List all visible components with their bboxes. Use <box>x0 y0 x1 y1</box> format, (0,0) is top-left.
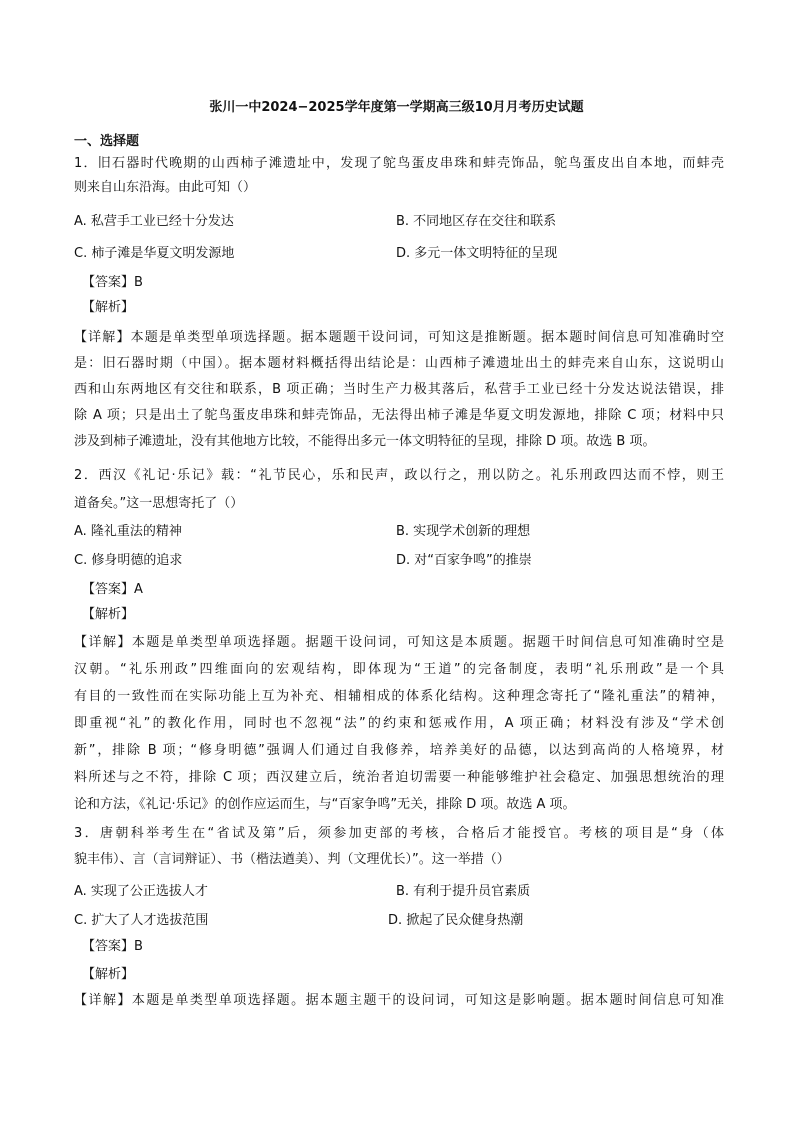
q2-detail-line-2: 汉朝。“礼乐刑政”四维面向的宏观结构，即体现为“王道”的完备制度，表明“礼乐刑政”是一个具 <box>74 662 724 677</box>
q3-option-c: C. 扩大了人才选拔范围 <box>74 913 209 928</box>
q2-detail-line-6: 料所述与之不符，排除 C 项；西汉建立后，统治者迫切需要一种能够维护社会稳定、加强思想统治的理 <box>74 770 724 785</box>
q1-option-d: D. 多元一体文明特征的呈现 <box>396 246 558 261</box>
q1-detail-line-2: 是：旧石器时期（中国）。据本题材料概括得出结论是：山西柿子滩遗址出土的蚌壳来自山东，这说明山 <box>74 356 724 371</box>
q1-option-c: C. 柿子滩是华夏文明发源地 <box>74 246 235 261</box>
page-title: 张川一中2024−2025学年度第一学期高三级10月月考历史试题 <box>209 100 584 115</box>
q2-option-a: A. 隆礼重法的精神 <box>74 524 182 539</box>
q2-detail-line-5: 新”，排除 B 项；“修身明德”强调人们通过自我修养，培养美好的品德，以达到高尚的人格境界，材 <box>74 743 724 758</box>
q3-detail-line-1: 【详解】本题是单类型单项选择题。据本题主题干的设问词，可知这是影响题。据本题时间信息可知准 <box>74 993 724 1008</box>
q2-stem-text: 2．西汉《礼记·乐记》载：“礼节民心，乐和民声，政以行之，刑以防之。礼乐刑政四达而不悖，则王 <box>74 468 724 483</box>
section-heading: 一、选择题 <box>74 134 140 149</box>
q2-option-b: B. 实现学术创新的理想 <box>396 524 531 539</box>
q3-answer: 【答案】B <box>82 939 143 954</box>
q2-detail-line-1: 【详解】本题是单类型单项选择题。据题干设问词，可知这是本质题。据题干时间信息可知准确时空是 <box>74 635 724 650</box>
q1-answer: 【答案】B <box>82 275 143 290</box>
q3-option-b: B. 有利于提升员官素质 <box>396 884 531 899</box>
q1-stem-line-1: 1．旧石器时代晚期的山西柿子滩遗址中，发现了鸵鸟蛋皮串珠和蚌壳饰品，鸵鸟蛋皮出自本地，而蚌壳 <box>74 156 724 171</box>
q1-detail-line-3: 西和山东两地区有交往和联系，B 项正确；当时生产力极其落后，私营手工业已经十分发达说法错误，排 <box>74 382 724 397</box>
q3-option-a: A. 实现了公正选拔人才 <box>74 884 208 899</box>
q2-detail-line-4: 即重视“礼”的教化作用，同时也不忽视“法”的约束和惩戒作用，A 项正确；材料没有涉及“学术创 <box>74 716 724 731</box>
q2-stem-line-2: 道备矣。”这一思想寄托了（） <box>74 496 244 511</box>
q2-detail-line-7: 论和方法，《礼记·乐记》的创作应运而生，与“百家争鸣”无关，排除 D 项。故选 A 项。 <box>74 797 576 812</box>
q1-detail-line-1: 【详解】本题是单类型单项选择题。据本题题干设问词，可知这是推断题。据本题时间信息可知准确时空 <box>74 330 724 345</box>
q1-option-b: B. 不同地区存在交往和联系 <box>396 214 557 229</box>
q1-detail-line-4: 除 A 项；只是出土了鸵鸟蛋皮串珠和蚌壳饰品，无法得出柿子滩是华夏文明发源地，排除 C 项；材料中只 <box>74 408 724 423</box>
q2-stem-line-1 <box>74 466 724 486</box>
q3-stem-line-1: 3．唐朝科举考生在“省试及第”后，须参加吏部的考核，合格后才能授官。考核的项目是“身（体 <box>74 826 724 841</box>
q2-option-c: C. 修身明德的追求 <box>74 553 183 568</box>
q3-option-d: D. 掀起了民众健身热潮 <box>388 913 524 928</box>
q1-detail-line-5: 涉及到柿子滩遗址，没有其他地方比较，不能得出多元一体文明特征的呈现，排除 D 项。故选 B 项。 <box>74 434 656 449</box>
q2-option-d: D. 对“百家争鸣”的推崇 <box>396 553 532 568</box>
q1-option-a: A. 私营手工业已经十分发达 <box>74 214 234 229</box>
q3-analysis-label: 【解析】 <box>82 967 135 982</box>
q1-stem-line-2: 则来自山东沿海。由此可知（） <box>74 180 257 195</box>
q2-analysis-label: 【解析】 <box>82 607 135 622</box>
q2-answer: 【答案】A <box>82 582 143 597</box>
q3-stem-line-2: 貌丰伟）、言（言词辩证）、书（楷法遒美）、判（文理优长）”。这一举措（） <box>74 852 510 867</box>
q1-analysis-label: 【解析】 <box>82 300 135 315</box>
q2-detail-line-3: 有目的一致性而在实际功能上互为补充、相辅相成的体系化结构。这种理念寄托了“隆礼重法”的精神， <box>74 689 724 704</box>
